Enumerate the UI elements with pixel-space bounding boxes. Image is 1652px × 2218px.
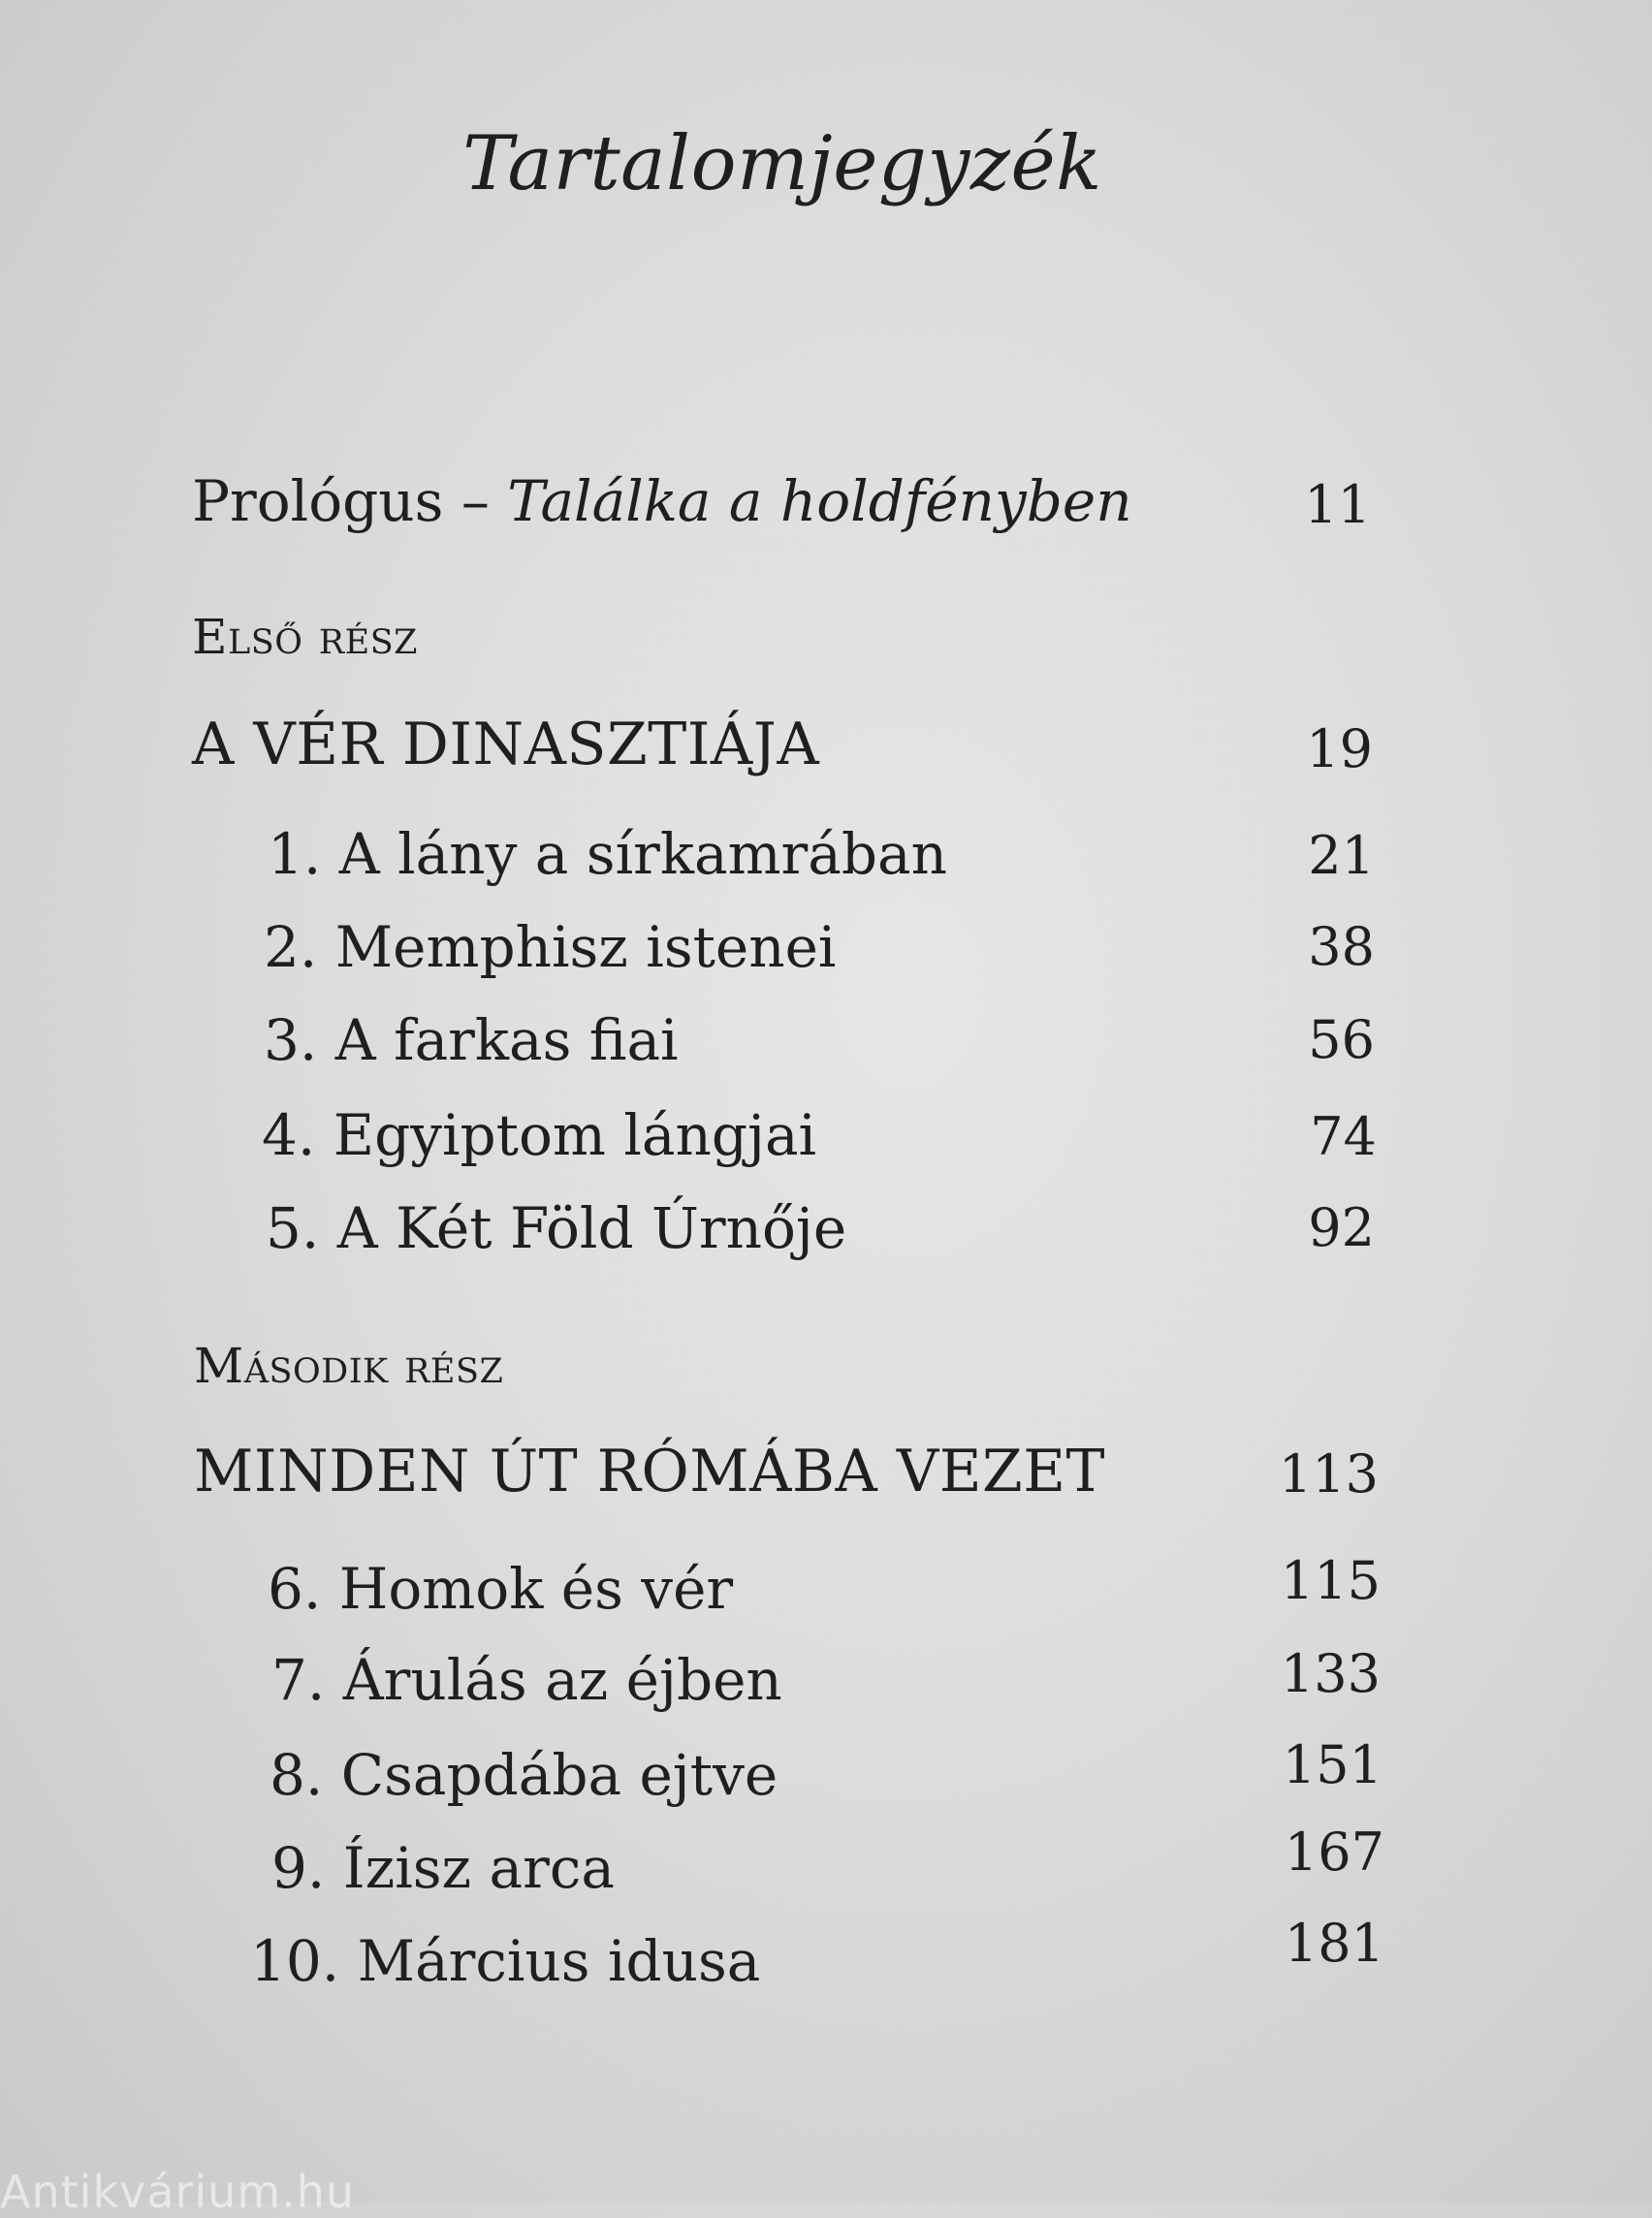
chapter-page-number: 151 xyxy=(1282,1734,1382,1795)
chapter-page-number: 56 xyxy=(1308,1009,1375,1070)
chapter-title: 4. Egyiptom lángjai xyxy=(262,1102,817,1168)
prologue-entry xyxy=(192,468,1132,534)
part-label: Második rész xyxy=(194,1338,504,1394)
chapter-page-number: 167 xyxy=(1284,1822,1384,1883)
prologue-subtitle: Találka a holdfényben xyxy=(507,468,1132,534)
chapter-page-number: 21 xyxy=(1308,825,1375,886)
chapter-page-number: 92 xyxy=(1308,1197,1375,1258)
chapter-title: 1. A lány a sírkamrában xyxy=(268,821,947,887)
prologue-page-number: 11 xyxy=(1304,474,1371,535)
page-title: Tartalomjegyzék xyxy=(462,120,1102,207)
part-title: MINDEN ÚT RÓMÁBA VEZET xyxy=(194,1438,1106,1505)
chapter-title: 5. A Két Föld Úrnője xyxy=(266,1195,847,1261)
watermark: Antikvárium.hu xyxy=(0,2166,356,2218)
part-title: A VÉR DINASZTIÁJA xyxy=(192,711,820,778)
chapter-title: 10. Március idusa xyxy=(250,1928,761,1994)
chapter-title: 8. Csapdába ejtve xyxy=(270,1742,778,1808)
chapter-page-number: 133 xyxy=(1280,1643,1381,1704)
chapter-title: 7. Árulás az éjben xyxy=(271,1647,782,1713)
chapter-title: 3. A farkas fiai xyxy=(264,1007,679,1073)
part-label: Első rész xyxy=(192,609,419,665)
chapter-title: 2. Memphisz istenei xyxy=(264,914,837,980)
part-page-number: 19 xyxy=(1306,718,1373,779)
chapter-page-number: 74 xyxy=(1310,1106,1377,1167)
chapter-page-number: 38 xyxy=(1308,916,1375,977)
chapter-page-number: 181 xyxy=(1284,1913,1384,1974)
chapter-title: 6. Homok és vér xyxy=(268,1556,734,1622)
prologue-label: Prológus – xyxy=(192,468,508,534)
part-page-number: 113 xyxy=(1278,1443,1379,1505)
chapter-title: 9. Ízisz arca xyxy=(271,1835,615,1901)
chapter-page-number: 115 xyxy=(1280,1550,1381,1611)
